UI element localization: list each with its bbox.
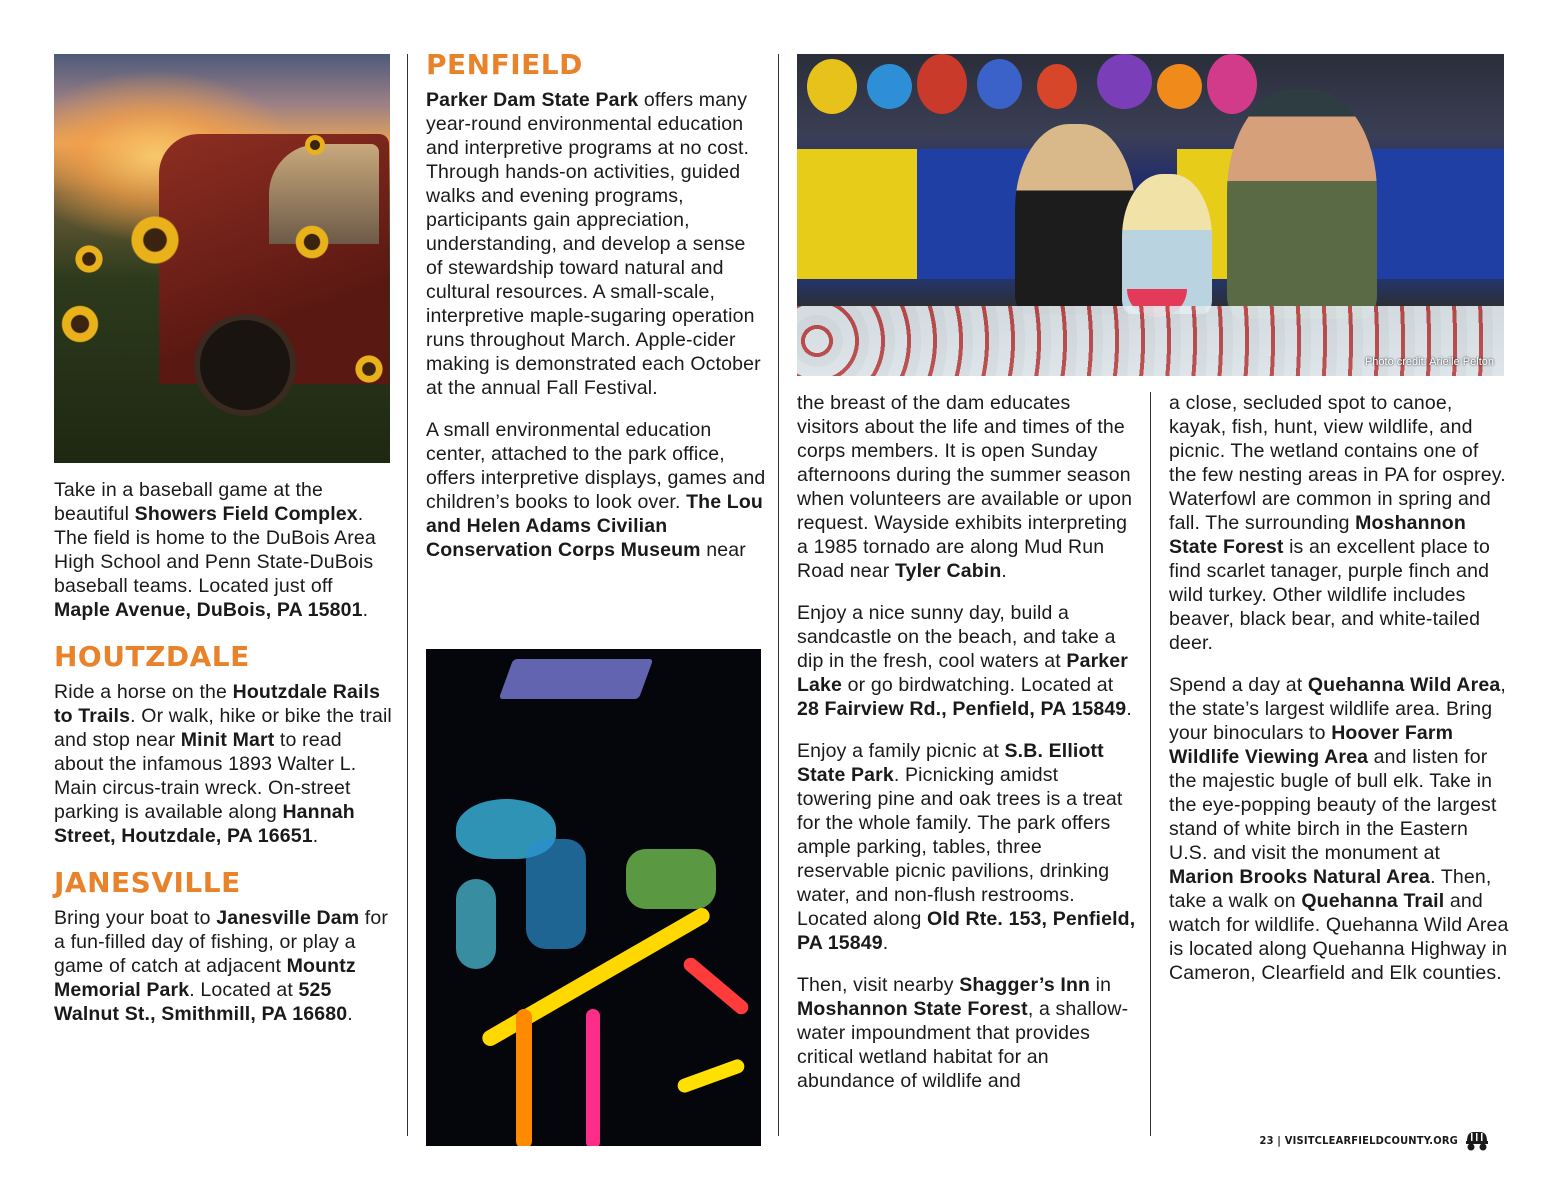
neon-pillar [456, 879, 496, 969]
neon-rail [681, 955, 751, 1017]
column-2 [426, 48, 766, 580]
plush-toy [917, 54, 967, 114]
plush-toy [867, 64, 912, 109]
janesville-heading: JANESVILLE [54, 866, 241, 899]
column-1 [54, 478, 394, 1044]
houtzdale-heading: HOUTZDALE [54, 640, 250, 673]
neon-coral [626, 849, 716, 909]
sunflower [74, 244, 104, 274]
neon-rail [586, 1009, 600, 1146]
sunflower [60, 304, 100, 344]
woman [1015, 124, 1135, 314]
showers-field-paragraph: Take in a baseball game at the beautiful Showers Field Complex. The field is home to the DuBois Area High School and Penn State-DuBois baseball teams. Located just off Maple Avenue, DuBois, PA 15801. [54, 479, 376, 621]
ceiling-light [499, 659, 654, 699]
neon-rail [676, 1057, 747, 1094]
yellow-stripe [797, 149, 917, 279]
penfield-heading: PENFIELD [426, 48, 583, 81]
houtzdale-paragraph: Ride a horse on the Houtzdale Rails to Trails. Or walk, hike or bike the trail and stop near Minit Mart to read about the infamous 1893 Walter L. Main circus-train wreck. On-street parking is available along Hannah Street, Houtzdale, PA 16651. [54, 681, 392, 847]
ccc-museum-paragraph: the breast of the dam educates visitors about the life and times of the corps members. It is open Sunday afternoons during the summer season when volunteers are available or upon request. Wayside exhibits interpreting a 1985 tornado are along Mud Run Road near Tyler Cabin. [797, 392, 1133, 582]
man [1227, 89, 1377, 319]
neon-statue [526, 839, 586, 949]
sunflower [304, 134, 326, 156]
wetland-paragraph: a close, secluded spot to canoe, kayak, fish, hunt, view wildlife, and picnic. The wetland contains one of the few nesting areas in PA for osprey. Waterfowl are common in spring and fall. The surrounding Moshannon State Forest is an excellent place to find scarlet tanager, purple finch and wild turkey. Other wildlife includes beaver, black bear, and white-tailed deer. [1169, 392, 1506, 654]
truck-wheel [194, 314, 296, 416]
parker-lake-paragraph: Enjoy a nice sunny day, build a sandcastle on the beach, and take a dip in the fresh, cool waters at Parker Lake or go birdwatching. Located at 28 Fairview Rd., Penfield, PA 15849. [797, 602, 1132, 720]
column-divider [778, 54, 779, 1136]
plush-toy [977, 59, 1022, 109]
sunflower-truck-photo [54, 54, 390, 463]
page-footer [1259, 1129, 1490, 1151]
sunflower [294, 224, 330, 260]
shaggers-inn-paragraph: Then, visit nearby Shagger’s Inn in Moshannon State Forest, a shallow-water impoundment that provides critical wetland habitat for an abundance of wildlife and [797, 974, 1129, 1092]
neon-rail [516, 1009, 532, 1146]
plush-toy [1037, 64, 1077, 109]
sunflower [354, 354, 384, 384]
janesville-paragraph: Bring your boat to Janesville Dam for a fun-filled day of fishing, or play a game of catch at adjacent Mountz Memorial Park. Located at 525 Walnut St., Smithmill, PA 16680. [54, 907, 389, 1025]
plush-toy [807, 59, 857, 114]
education-center-paragraph: A small environmental education center, attached to the park office, offers interpretive displays, games and children’s books to look over. The Lou and Helen Adams Civilian Conservation Corps Museum near [426, 419, 766, 561]
covered-wagon-icon [1464, 1129, 1490, 1151]
sunflower [129, 214, 181, 266]
plush-toy [1097, 54, 1152, 109]
column-3 [797, 391, 1137, 1111]
column-4 [1169, 391, 1509, 1003]
column-divider [407, 54, 408, 1136]
glow-mini-golf-photo [426, 649, 761, 1146]
quehanna-paragraph: Spend a day at Quehanna Wild Area, the state’s largest wildlife area. Bring your binoculars to Hoover Farm Wildlife Viewing Area and listen for the majestic bugle of bull elk. Take in the eye-popping beauty of the largest stand of white birch in the Eastern U.S. and visit the monument at Marion Brooks Natural Area. Then, take a walk on Quehanna Trail and watch for wildlife. Quehanna Wild Area is located along Quehanna Highway in Cameron, Clearfield and Elk counties. [1169, 674, 1509, 984]
plush-toy [1207, 54, 1257, 114]
plush-toy [1157, 64, 1202, 109]
parker-dam-paragraph: Parker Dam State Park offers many year-round environmental education and interpretive programs at no cost. Through hands-on activities, guided walks and evening programs, participants gain appreciation, understanding, and develop a sense of stewardship toward natural and cultural resources. A small-scale, interpretive maple-sugaring operation runs throughout March. Apple-cider making is demonstrated each October at the annual Fall Festival. [426, 89, 761, 399]
sb-elliott-paragraph: Enjoy a family picnic at S.B. Elliott State Park. Picnicking amidst towering pine and oak trees is a treat for the whole family. The park offers ample parking, tables, three reservable picnic pavilions, drinking water, and non-flush restrooms. Located along Old Rte. 153, Penfield, PA 15849. [797, 740, 1136, 954]
footer-text: 23 | VISITCLEARFIELDCOUNTY.ORG [1259, 1133, 1458, 1147]
photo-credit: Photo credit: Arielle Pelton [1364, 356, 1494, 368]
carnival-game-photo [797, 54, 1504, 376]
column-divider [1150, 392, 1151, 1136]
